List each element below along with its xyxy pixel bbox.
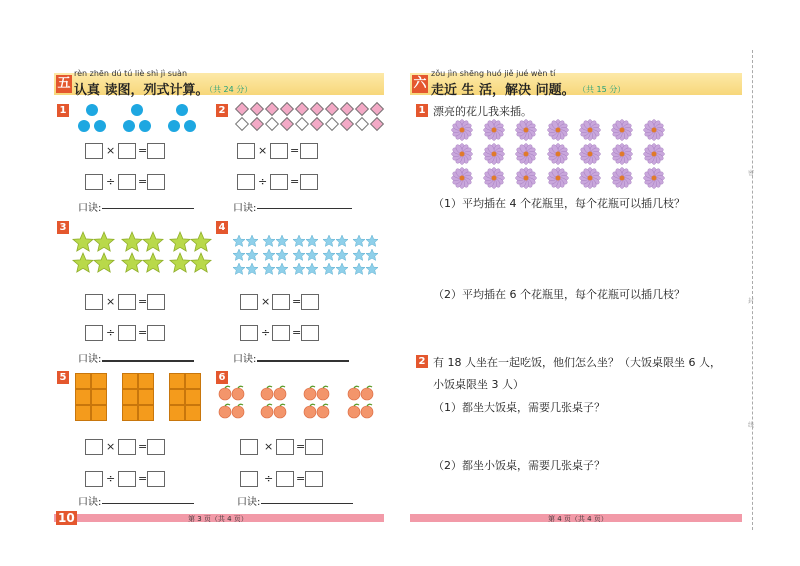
answer-box[interactable]: [300, 174, 318, 190]
answer-box[interactable]: [118, 439, 136, 455]
answer-box[interactable]: [240, 325, 258, 341]
sub-question-text: （2）平均插在 6 个花瓶里，每个花瓶可以插几枝？: [433, 288, 685, 301]
koujue-label: 口诀:: [233, 354, 257, 365]
answer-box[interactable]: [276, 471, 294, 487]
koujue-label: 口诀:: [78, 203, 102, 214]
answer-box[interactable]: [85, 471, 103, 487]
equals-sign: =: [138, 326, 148, 339]
answer-box[interactable]: [301, 325, 319, 341]
answer-box[interactable]: [147, 325, 165, 341]
equals-sign: =: [138, 440, 148, 453]
question-text: 有 18 人坐在一起吃饭，他们怎么坐？（大饭桌限坐 6 人，: [433, 356, 721, 369]
equals-sign: =: [290, 175, 300, 188]
answer-box[interactable]: [301, 294, 319, 310]
left-footer-text: 第 3 页（共 4 页）: [188, 515, 248, 523]
answer-box[interactable]: [147, 471, 165, 487]
equals-sign: =: [292, 295, 302, 308]
times-sign: ×: [106, 144, 116, 157]
divide-sign: ÷: [258, 175, 268, 188]
divide-sign: ÷: [106, 175, 116, 188]
equals-sign: =: [138, 472, 148, 485]
answer-box[interactable]: [305, 439, 323, 455]
question-number: 5: [57, 371, 69, 384]
answer-box[interactable]: [85, 294, 103, 310]
answer-box[interactable]: [272, 294, 290, 310]
answer-box[interactable]: [240, 294, 258, 310]
right-footer-text: 第 4 页（共 4 页）: [548, 515, 608, 523]
times-sign: ×: [264, 440, 274, 453]
answer-box[interactable]: [118, 325, 136, 341]
left-section-number: 五: [57, 76, 71, 91]
koujue-answer-line[interactable]: [257, 360, 349, 362]
sub-question-text: （1）平均插在 4 个花瓶里，每个花瓶可以插几枝？: [433, 197, 685, 210]
question-number: 1: [416, 104, 428, 117]
times-sign: ×: [261, 295, 271, 308]
equals-sign: =: [296, 472, 306, 485]
sub-question-text: （2）都坐小饭桌，需要几张桌子？: [433, 459, 605, 472]
koujue-label: 口诀:: [233, 203, 257, 214]
answer-box[interactable]: [270, 143, 288, 159]
answer-box[interactable]: [270, 174, 288, 190]
gutter-label: 密: [748, 170, 755, 177]
answer-box[interactable]: [305, 471, 323, 487]
answer-box[interactable]: [237, 174, 255, 190]
left-section-title: 认真 读图，列式计算。: [74, 83, 209, 98]
answer-box[interactable]: [85, 439, 103, 455]
question-number: 6: [216, 371, 228, 384]
koujue-answer-line[interactable]: [102, 208, 194, 209]
answer-box[interactable]: [147, 143, 165, 159]
answer-box[interactable]: [300, 143, 318, 159]
times-sign: ×: [106, 295, 116, 308]
green-stars-picture: [70, 230, 220, 275]
equals-sign: =: [292, 326, 302, 339]
equals-sign: =: [138, 295, 148, 308]
answer-box[interactable]: [118, 294, 136, 310]
koujue-label: 口诀:: [237, 497, 261, 508]
right-section-title: 走近 生 活，解决 问题。: [431, 83, 575, 98]
koujue-answer-line[interactable]: [102, 503, 194, 504]
blue-stars-picture: [233, 235, 388, 277]
answer-box[interactable]: [240, 439, 258, 455]
gutter-label: 线: [748, 422, 755, 429]
divide-sign: ÷: [106, 326, 116, 339]
equals-sign: =: [138, 175, 148, 188]
answer-box[interactable]: [237, 143, 255, 159]
answer-box[interactable]: [118, 174, 136, 190]
question-number: 3: [57, 221, 69, 234]
question-text: 小饭桌限坐 3 人）: [433, 378, 524, 391]
peaches-picture: [217, 385, 387, 425]
right-section-pinyin: zǒu jìn shēng huó jiě jué wèn tí: [431, 69, 556, 78]
times-sign: ×: [258, 144, 268, 157]
times-sign: ×: [106, 440, 116, 453]
divide-sign: ÷: [106, 472, 116, 485]
flowers-picture: [450, 118, 700, 190]
answer-box[interactable]: [147, 439, 165, 455]
equals-sign: =: [138, 144, 148, 157]
question-number: 2: [416, 355, 428, 368]
equals-sign: =: [296, 440, 306, 453]
right-section-score: （共 15 分）: [578, 85, 626, 94]
left-section-score: （共 24 分）: [205, 85, 253, 94]
answer-box[interactable]: [147, 174, 165, 190]
answer-box[interactable]: [85, 174, 103, 190]
left-section-pinyin: rèn zhēn dú tú liè shì jì suàn: [74, 69, 188, 78]
question-number: 1: [57, 104, 69, 117]
answer-box[interactable]: [85, 143, 103, 159]
question-number: 2: [216, 104, 228, 117]
gutter-label: 封: [748, 298, 755, 305]
koujue-answer-line[interactable]: [257, 208, 352, 209]
answer-box[interactable]: [276, 439, 294, 455]
answer-box[interactable]: [240, 471, 258, 487]
answer-box[interactable]: [272, 325, 290, 341]
koujue-answer-line[interactable]: [102, 360, 194, 362]
answer-box[interactable]: [118, 143, 136, 159]
equals-sign: =: [290, 144, 300, 157]
question-text: 漂亮的花儿我来插。: [433, 105, 532, 118]
koujue-answer-line[interactable]: [261, 503, 353, 504]
answer-box[interactable]: [147, 294, 165, 310]
question-number: 4: [216, 221, 228, 234]
answer-box[interactable]: [118, 471, 136, 487]
answer-box[interactable]: [85, 325, 103, 341]
divide-sign: ÷: [261, 326, 271, 339]
right-section-number: 六: [413, 76, 427, 91]
binding-gutter-line: [752, 50, 753, 530]
sub-question-text: （1）都坐大饭桌，需要几张桌子？: [433, 401, 605, 414]
koujue-label: 口诀:: [78, 497, 102, 508]
divide-sign: ÷: [264, 472, 274, 485]
page-number: 10: [58, 511, 75, 525]
koujue-label: 口诀:: [78, 354, 102, 365]
